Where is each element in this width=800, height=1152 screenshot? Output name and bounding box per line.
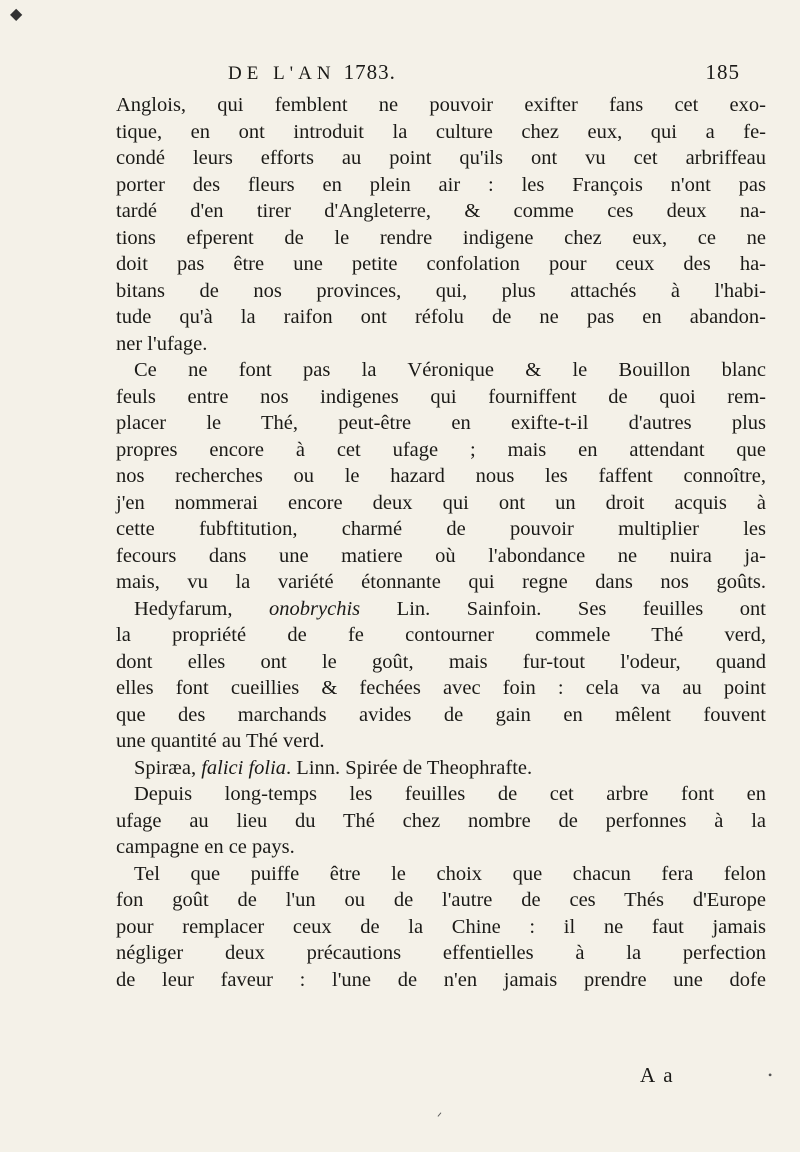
text-line: ufage au lieu du Thé chez nombre de perfonnes à la: [116, 809, 766, 832]
body-text: [116, 92, 766, 993]
paragraph: [116, 861, 766, 994]
text-line: ner l'ufage.: [116, 332, 208, 355]
text-line: tions efperent de le rendre indigene chez eux, ce ne: [116, 226, 766, 249]
text-line: cette fubftitution, charmé de pouvoir multiplier les: [116, 518, 766, 540]
text-line: Tel que puiffe être le choix que chacun fera felon: [134, 862, 766, 885]
text-line: tique, en ont introduit la culture chez eux, qui a fe-: [116, 120, 766, 143]
text-line: bitans de nos provinces, qui, plus attachés à l'habi-: [116, 279, 766, 302]
paragraph: [116, 357, 766, 596]
text-line: de leur faveur : l'une de n'en jamais prendre une dofe: [116, 968, 766, 991]
text-fragment: Lin. Sainfoin. Ses feuilles ont: [396, 597, 767, 620]
text-line: doit pas être une petite confolation pour ceux des ha-: [116, 253, 766, 275]
text-line: [116, 755, 766, 782]
plant-name: Spiræa,: [134, 756, 202, 779]
plant-name: Hedyfarum,: [134, 597, 270, 620]
text-line: Depuis long-temps les feuilles de cet arbre font en: [134, 783, 766, 805]
page-number: 185: [705, 60, 740, 84]
text-line: nos recherches ou le hazard nous les faffent connoître,: [116, 465, 766, 487]
plant-species: falici folia: [201, 756, 287, 779]
text-line: placer le Thé, peut-être en exifte-t-il d'autres plus: [116, 412, 766, 434]
ink-speck: •: [768, 1068, 773, 1082]
text-line: Anglois, qui femblent ne pouvoir exifter fans cet exo-: [116, 94, 766, 116]
text-line: mais, vu la variété étonnante qui regne dans nos goûts.: [116, 571, 766, 593]
text-line: tude qu'à la raifon ont réfolu de ne pas en abandon-: [116, 306, 766, 328]
paragraph: [116, 92, 766, 357]
text-line: tardé d'en tirer d'Angleterre, & comme ces deux na-: [116, 200, 766, 222]
text-line: pour remplacer ceux de la Chine : il ne faut jamais: [116, 915, 766, 938]
catchword: A a: [640, 1063, 675, 1087]
ink-speck: ᐟ: [437, 1110, 443, 1124]
running-title: DE L'AN: [228, 63, 336, 84]
text-line: fecours dans une matiere où l'abondance ne nuira ja-: [116, 544, 766, 567]
text-line: négliger deux précautions effentielles à la perfection: [116, 942, 766, 964]
corner-mark: ◆: [10, 6, 23, 23]
plant-species: onobrychis: [269, 597, 361, 620]
header-year: 1783.: [343, 60, 396, 84]
text-line: Ce ne font pas la Véronique & le Bouillon blanc: [134, 359, 766, 381]
text-line: campagne en ce pays.: [116, 836, 295, 858]
paragraph-hedysarum: [116, 596, 766, 755]
running-header: [228, 60, 768, 85]
text-line: une quantité au Thé verd.: [116, 730, 325, 752]
text-line: porter des fleurs en plein air : les François n'ont pas: [116, 173, 766, 196]
text-line: que des marchands avides de gain en mêlent fouvent: [116, 703, 766, 726]
text-line: propres encore à cet ufage ; mais en attendant que: [116, 438, 766, 461]
text-line: la propriété de fe contourner commele Thé verd,: [116, 624, 766, 646]
text-line: j'en nommerai encore deux qui ont un droit acquis à: [116, 491, 766, 514]
text-line: dont elles ont le goût, mais fur-tout l'odeur, quand: [116, 650, 766, 673]
text-line: [116, 596, 766, 623]
text-line: fon goût de l'un ou de l'autre de ces Thés d'Europe: [116, 889, 766, 911]
text-fragment: . Linn. Spirée de Theophrafte.: [286, 756, 533, 779]
paragraph-spiraea: [116, 755, 766, 861]
text-line: elles font cueillies & fechées avec foin : cela va au point: [116, 677, 766, 699]
text-line: condé leurs efforts au point qu'ils ont vu cet arbriffeau: [116, 147, 766, 169]
text-line: feuls entre nos indigenes qui fourniffent de quoi rem-: [116, 385, 766, 408]
